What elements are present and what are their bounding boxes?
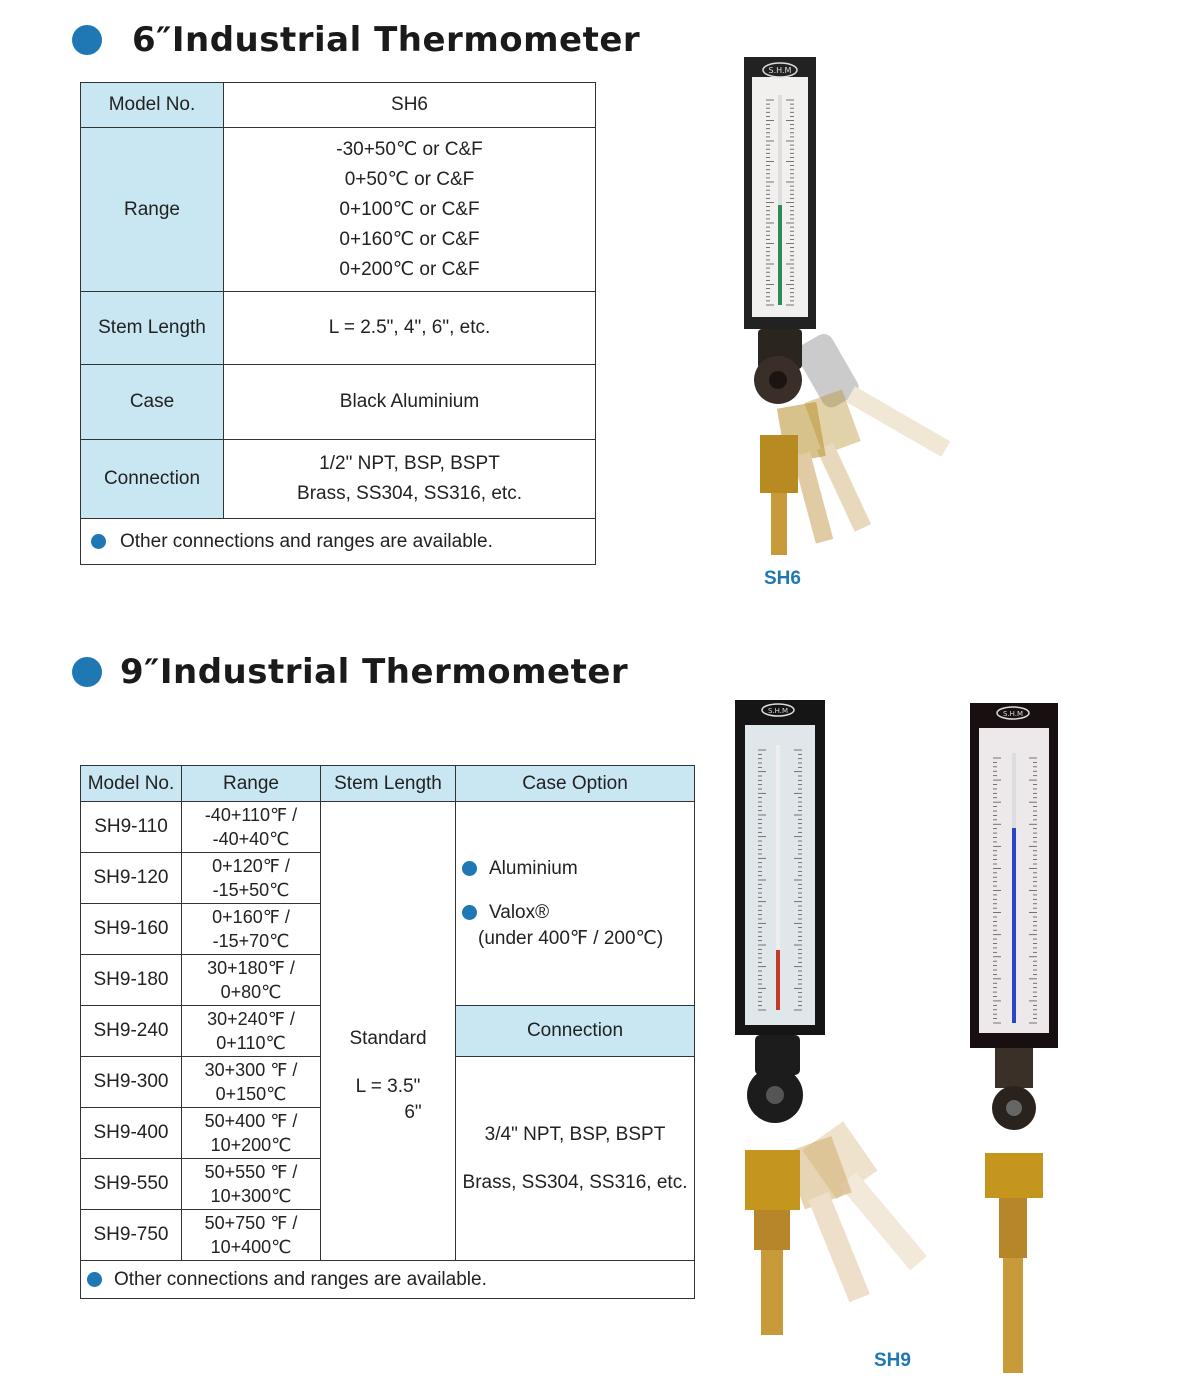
model-cell: SH9-300 [81,1057,182,1108]
model-cell: SH9-180 [81,955,182,1006]
section-6in-heading: 6″Industrial Thermometer [132,20,641,60]
section-6in-title [72,20,640,60]
model-value: SH6 [224,83,596,128]
brand-logo: S.H.M [767,707,789,715]
model-cell: SH9-550 [81,1159,182,1210]
range-item: 0+160℃ or C&F [339,228,480,250]
sh6-figure-label: SH6 [764,568,801,589]
case-option-cell [456,802,695,1006]
connection-header: Connection [456,1006,695,1057]
connection-line: 1/2" NPT, BSP, BSPT [319,453,500,474]
model-label: Model No. [81,83,224,128]
range-cell [182,802,321,853]
range-cell [182,1210,321,1261]
range-c: -15+70℃ [212,931,290,951]
availability-note [81,1261,695,1299]
model-cell: SH9-400 [81,1108,182,1159]
model-cell: SH9-750 [81,1210,182,1261]
range-item: 0+50℃ or C&F [344,168,475,190]
connection-value [224,440,596,519]
range-c: 0+150℃ [215,1084,287,1104]
range-f: 30+180℉ / [207,958,295,978]
connection-line: Brass, SS304, SS316, etc. [462,1171,688,1193]
bullet-dot-icon [91,534,106,549]
section-9in-title [72,652,628,692]
range-c: 10+200℃ [210,1135,292,1155]
range-item: -30+50℃ or C&F [336,138,483,160]
bullet-dot-icon [462,905,477,920]
range-f: 30+300 ℉ / [204,1060,298,1080]
stem-cell [321,802,456,1261]
range-c: -15+50℃ [212,880,290,900]
table-row [81,802,695,853]
range-cell [182,1159,321,1210]
connection-line: Brass, SS304, SS316, etc. [297,483,522,504]
bullet-dot-icon [87,1272,102,1287]
range-cell [182,1108,321,1159]
stem-label: Stem Length [81,292,224,365]
col-stem-header: Stem Length [321,766,456,802]
range-cell [182,1006,321,1057]
sh9-thermometer-angled-image [730,695,950,1345]
note-text: Other connections and ranges are available. [120,530,493,552]
range-f: 0+120℉ / [212,856,290,876]
model-cell: SH9-160 [81,904,182,955]
case-option: Aluminium [489,857,578,879]
availability-note [81,519,596,565]
bullet-dot-icon [462,861,477,876]
note-text: Other connections and ranges are available. [114,1268,487,1290]
stem-line: Standard [349,1028,427,1049]
case-label: Case [81,365,224,440]
col-case-header: Case Option [456,766,695,802]
sh9-spec-table [80,765,695,1299]
range-cell [182,955,321,1006]
range-f: 50+750 ℉ / [204,1213,298,1233]
bullet-dot-icon [72,25,102,55]
range-c: 10+400℃ [210,1237,292,1257]
model-cell: SH9-240 [81,1006,182,1057]
sh9-figure-label: SH9 [874,1350,911,1371]
range-values [224,128,596,292]
range-f: 0+160℉ / [212,907,290,927]
stem-line: L = 3.5" [355,1076,421,1097]
sh9-thermometer-straight-image [965,698,1065,1378]
bullet-dot-icon [72,657,102,687]
connection-line: 3/4" NPT, BSP, BSPT [484,1123,666,1145]
range-item: 0+100℃ or C&F [339,198,480,220]
range-f: 50+550 ℉ / [204,1162,298,1182]
connection-label: Connection [81,440,224,519]
range-label: Range [81,128,224,292]
brand-logo: S.H.M [768,66,792,75]
connection-cell [456,1057,695,1261]
range-f: 50+400 ℉ / [204,1111,298,1131]
range-item: 0+200℃ or C&F [339,258,480,280]
range-f: -40+110℉ / [204,805,298,825]
range-cell [182,853,321,904]
stem-value: L = 2.5", 4", 6", etc. [224,292,596,365]
case-option-note: (under 400℉ / 200℃) [478,927,664,949]
case-value: Black Aluminium [224,365,596,440]
section-9in-heading: 9″Industrial Thermometer [120,652,629,692]
range-c: 0+80℃ [220,982,282,1002]
sh6-spec-table [80,82,596,565]
range-cell [182,1057,321,1108]
col-range-header: Range [182,766,321,802]
range-cell [182,904,321,955]
range-f: 30+240℉ / [207,1009,295,1029]
range-c: 0+110℃ [216,1033,286,1053]
stem-line: 6" [404,1102,422,1123]
col-model-header: Model No. [81,766,182,802]
range-c: 10+300℃ [210,1186,292,1206]
range-c: -40+40℃ [212,829,290,849]
model-cell: SH9-120 [81,853,182,904]
brand-logo: S.H.M [1002,710,1024,718]
case-option: Valox® [489,901,550,923]
model-cell: SH9-110 [81,802,182,853]
sh6-thermometer-image [700,55,960,565]
